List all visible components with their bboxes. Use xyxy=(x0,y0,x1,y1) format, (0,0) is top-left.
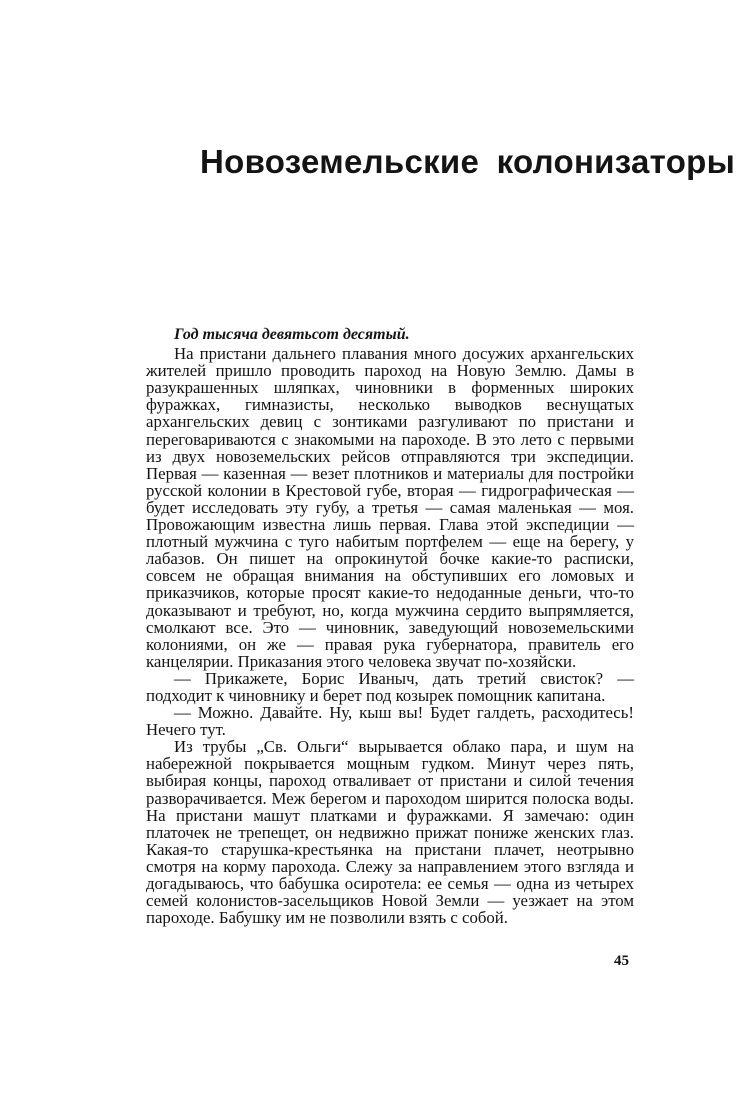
paragraph: На пристани дальнего плавания много досужих архангельских жителей пришло проводить пароход на Новую Землю. Дамы в разукрашенных шляпках, чиновники в форменных широких фуражках, гимназисты, несколько выводков веснущатых архангельских девиц с зонтиками разгуливают по пристани и переговариваются с знакомыми на пароходе. В это лето с первыми из двух новоземельских рейсов отправляются три экспедиции. Первая — казенная — везет плотников и материалы для постройки русской колонии в Крестовой губе, вторая — гидрографическая — будет исследовать эту губу, а третья — самая маленькая — моя. Провожающим известна лишь первая. Глава этой экспедиции — плотный мужчина с туго набитым портфелем — еще на берегу, у лабазов. Он пишет на опрокинутой бочке какие-то расписки, совсем не обращая внимания на обступивших его ломовых и приказчиков, которые просят какие-то недоданные деньги, что-то доказывают и требуют, но, когда мужчина сердито выпрямляется, смолкают все. Это — чиновник, заведующий новоземельскими колониями, он же — правая рука губернатора, правитель его канцелярии. Приказания этого человека звучат по-хозяйски. xyxy=(146,344,634,671)
chapter-title: Новоземельские колонизаторы xyxy=(200,143,736,180)
paragraph: — Можно. Давайте. Ну, кыш вы! Будет галдеть, расходитесь! Нечего тут. xyxy=(146,703,634,740)
page-number: 45 xyxy=(614,953,629,969)
paragraph: — Прикажете, Борис Иваныч, дать третий свисток? — подходит к чиновнику и берет под козырек помощник капитана. xyxy=(146,668,634,705)
body-text xyxy=(146,326,634,926)
epigraph: Год тысяча девятьсот десятый. xyxy=(174,326,410,343)
paragraph: Из трубы „Св. Ольги“ вырывается облако пара, и шум на набережной покрывается мощным гудком. Минут через пять, выбирая концы, пароход отваливает от пристани и силой течения разворачивается. Меж берегом и пароходом ширится полоска воды. На пристани машут платками и фуражками. Я замечаю: один платочек не трепещет, он недвижно прижат пониже женских глаз. Какая-то старушка-крестьянка на пристани плачет, неотрывно смотря на корму парохода. Слежу за направлением этого взгляда и догадываюсь, что бабушка осиротела: ее семья — одна из четырех семей колонистов-засельщиков Новой Земли — уезжает на этом пароходе. Бабушку им не позволили взять с собой. xyxy=(146,737,634,928)
